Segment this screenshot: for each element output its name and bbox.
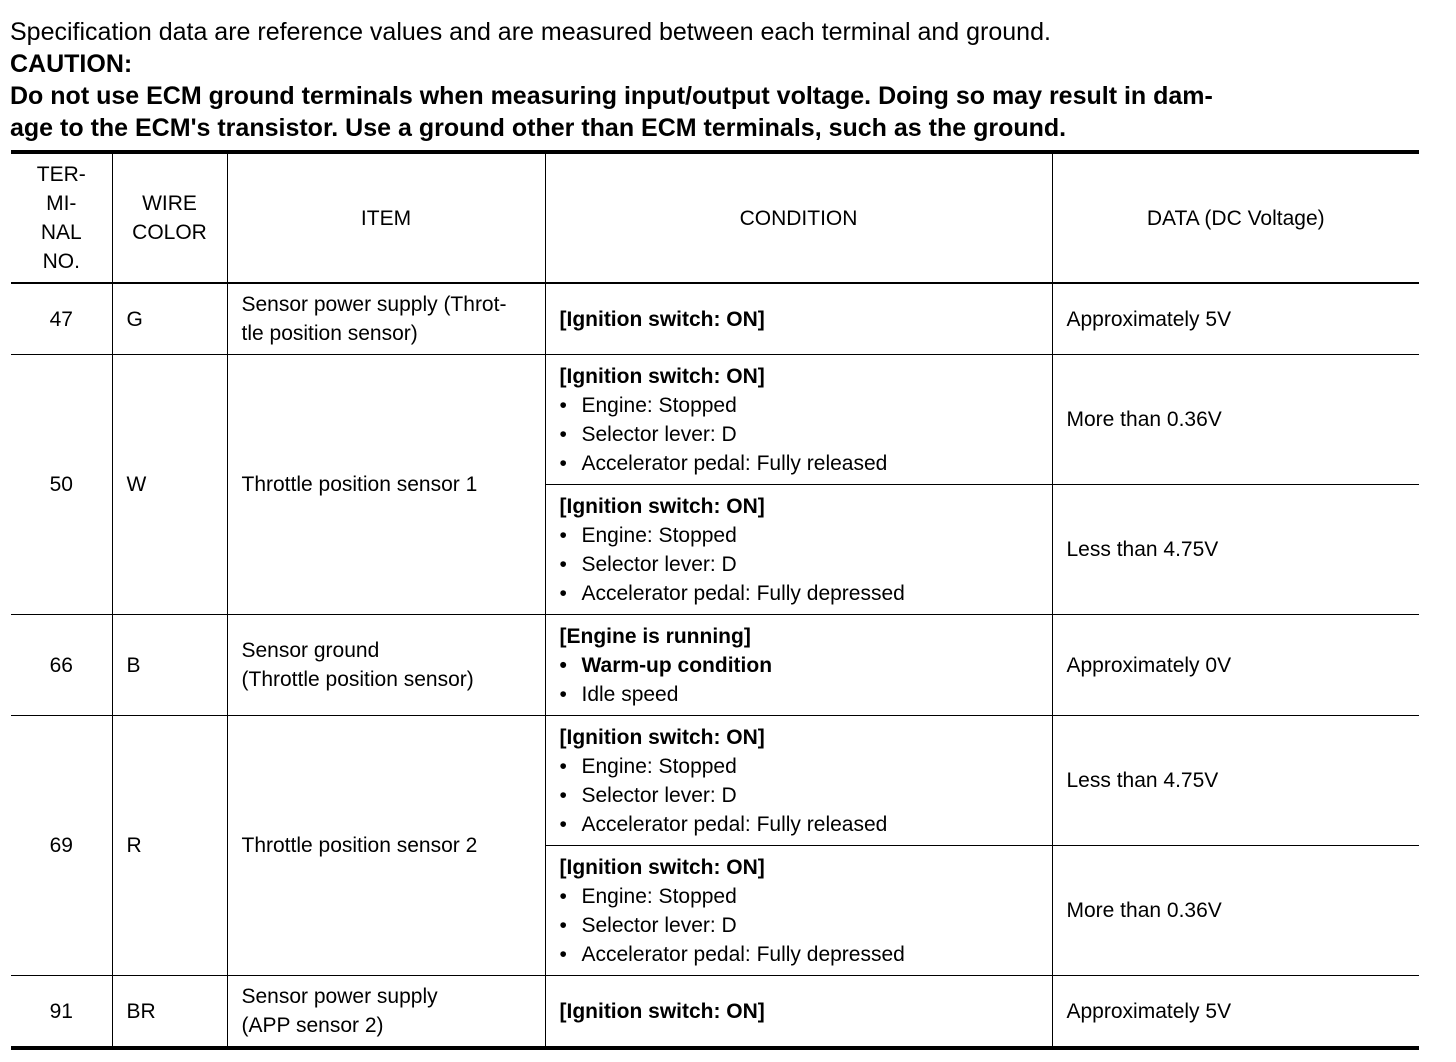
table-row bbox=[11, 716, 1419, 846]
table-row bbox=[11, 976, 1419, 1049]
wire-color: BR bbox=[112, 976, 227, 1049]
list-item: • Engine: Stopped bbox=[560, 752, 1038, 781]
data-cell: More than 0.36V bbox=[1052, 355, 1419, 485]
terminal-number: 91 bbox=[11, 976, 112, 1049]
table-row bbox=[11, 283, 1419, 355]
item-cell: Throttle position sensor 1 bbox=[227, 355, 545, 615]
terminal-spec-table bbox=[11, 150, 1419, 1050]
caution-title: CAUTION: bbox=[10, 50, 133, 78]
intro-text bbox=[10, 16, 1430, 144]
list-item: • Engine: Stopped bbox=[560, 521, 1038, 550]
data-cell: Less than 4.75V bbox=[1052, 716, 1419, 846]
condition-bullets bbox=[560, 391, 1038, 478]
list-item: • Selector lever: D bbox=[560, 911, 1038, 940]
condition-title: [Engine is running] bbox=[559, 624, 751, 648]
list-item: • Engine: Stopped bbox=[560, 882, 1038, 911]
condition-title: [Ignition switch: ON] bbox=[559, 307, 765, 331]
header-row bbox=[11, 152, 1419, 283]
data-cell: More than 0.36V bbox=[1052, 846, 1419, 976]
condition-cell bbox=[545, 716, 1052, 846]
list-item: • Accelerator pedal: Fully released bbox=[560, 449, 1038, 478]
terminal-number: 69 bbox=[11, 716, 112, 976]
condition-cell bbox=[545, 355, 1052, 485]
wire-color: W bbox=[112, 355, 227, 615]
wire-color: B bbox=[112, 615, 227, 716]
terminal-number: 50 bbox=[11, 355, 112, 615]
condition-title: [Ignition switch: ON] bbox=[559, 855, 765, 879]
header-data: DATA (DC Voltage) bbox=[1052, 152, 1419, 283]
header-terminal-no: TER- MI- NAL NO. bbox=[11, 152, 112, 283]
data-cell: Approximately 5V bbox=[1052, 976, 1419, 1049]
caution-text-line-1: Do not use ECM ground terminals when measuring input/output voltage. Doing so may result in dam- bbox=[10, 82, 1213, 110]
item-cell: Sensor power supply (Throt- tle position sensor) bbox=[227, 283, 545, 355]
list-item: • Accelerator pedal: Fully depressed bbox=[560, 579, 1038, 608]
header-item: ITEM bbox=[227, 152, 545, 283]
header-wire-color: WIRE COLOR bbox=[112, 152, 227, 283]
caution-text-line-2: age to the ECM's transistor. Use a ground other than ECM terminals, such as the ground. bbox=[10, 114, 1067, 142]
condition-cell bbox=[545, 976, 1052, 1049]
terminal-number: 66 bbox=[11, 615, 112, 716]
wire-color: G bbox=[112, 283, 227, 355]
item-cell: Sensor power supply (APP sensor 2) bbox=[227, 976, 545, 1049]
condition-cell bbox=[545, 283, 1052, 355]
list-item: • Engine: Stopped bbox=[560, 391, 1038, 420]
condition-cell bbox=[545, 485, 1052, 615]
list-item: • Selector lever: D bbox=[560, 420, 1038, 449]
list-item: • Warm-up condition bbox=[560, 651, 1038, 680]
list-item: • Idle speed bbox=[560, 680, 1038, 709]
condition-title: [Ignition switch: ON] bbox=[559, 494, 765, 518]
item-cell: Throttle position sensor 2 bbox=[227, 716, 545, 976]
condition-cell bbox=[545, 615, 1052, 716]
item-cell: Sensor ground (Throttle position sensor) bbox=[227, 615, 545, 716]
specification-note: Specification data are reference values and are measured between each terminal and ground. bbox=[10, 18, 1051, 46]
list-item: • Selector lever: D bbox=[560, 781, 1038, 810]
condition-bullets bbox=[560, 651, 1038, 709]
list-item: • Accelerator pedal: Fully depressed bbox=[560, 940, 1038, 969]
condition-title: [Ignition switch: ON] bbox=[559, 999, 765, 1023]
condition-bullets bbox=[560, 521, 1038, 608]
condition-bullets bbox=[560, 882, 1038, 969]
condition-bullets bbox=[560, 752, 1038, 839]
condition-cell bbox=[545, 846, 1052, 976]
header-condition: CONDITION bbox=[545, 152, 1052, 283]
table-row bbox=[11, 615, 1419, 716]
data-cell: Approximately 0V bbox=[1052, 615, 1419, 716]
data-cell: Less than 4.75V bbox=[1052, 485, 1419, 615]
data-cell: Approximately 5V bbox=[1052, 283, 1419, 355]
condition-title: [Ignition switch: ON] bbox=[559, 364, 765, 388]
terminal-number: 47 bbox=[11, 283, 112, 355]
table-row bbox=[11, 355, 1419, 485]
wire-color: R bbox=[112, 716, 227, 976]
list-item: • Selector lever: D bbox=[560, 550, 1038, 579]
list-item: • Accelerator pedal: Fully released bbox=[560, 810, 1038, 839]
condition-title: [Ignition switch: ON] bbox=[559, 725, 765, 749]
